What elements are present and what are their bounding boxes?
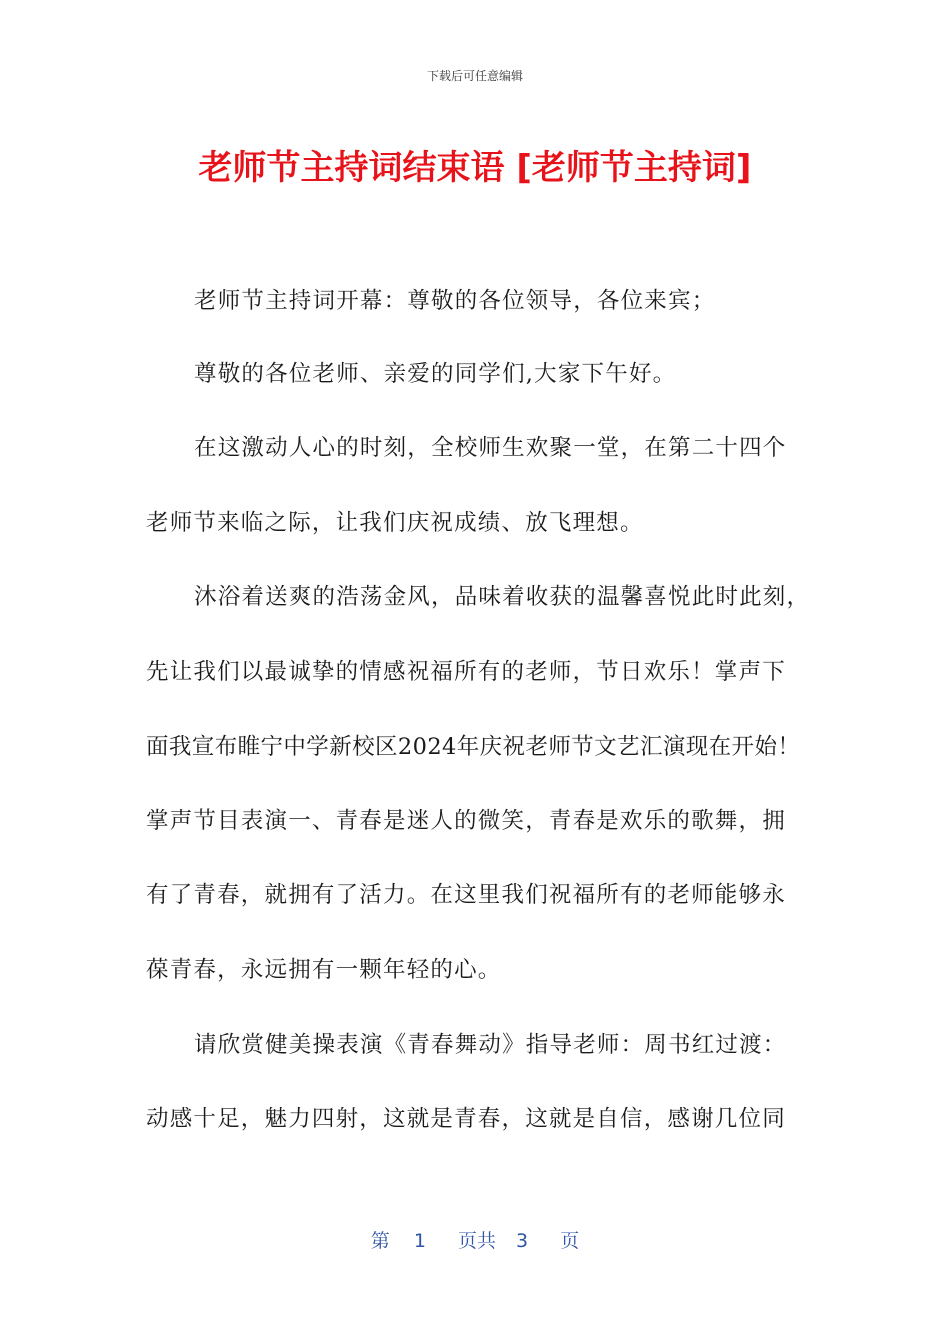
paragraph-line: 老师节主持词开幕：尊敬的各位领导，各位来宾； bbox=[194, 288, 716, 314]
paragraph-line: 动感十足，魅力四射，这就是青春，这就是自信，感谢几位同 bbox=[146, 1106, 786, 1132]
paragraph-line: 面我宣布睢宁中学新校区2024年庆祝老师节文艺汇演现在开始！ bbox=[146, 734, 801, 760]
page-label-prefix: 第 bbox=[370, 1230, 390, 1252]
page-label-middle: 页共 bbox=[457, 1230, 496, 1252]
paragraph-line: 沐浴着送爽的浩荡金风，品味着收获的温馨喜悦此时此刻， bbox=[194, 584, 811, 610]
paragraph-line: 请欣赏健美操表演《青春舞动》指导老师：周书红过渡： bbox=[194, 1032, 787, 1058]
paragraph-line: 葆青春，永远拥有一颗年轻的心。 bbox=[146, 957, 502, 983]
total-pages-number: 3 bbox=[516, 1230, 529, 1252]
page-label-suffix: 页 bbox=[560, 1230, 580, 1252]
paragraph-line: 掌声节目表演一、青春是迷人的微笑，青春是欢乐的歌舞，拥 bbox=[146, 808, 786, 834]
paragraph-line: 先让我们以最诚挚的情感祝福所有的老师，节日欢乐！掌声下 bbox=[146, 659, 786, 685]
document-title: 老师节主持词结束语 [老师节主持词] bbox=[198, 148, 752, 188]
paragraph-line: 在这激动人心的时刻，全校师生欢聚一堂，在第二十四个 bbox=[194, 435, 787, 461]
paragraph-line: 老师节来临之际，让我们庆祝成绩、放飞理想。 bbox=[146, 510, 644, 536]
paragraph-line: 有了青春，就拥有了活力。在这里我们祝福所有的老师能够永 bbox=[146, 882, 786, 908]
current-page-number: 1 bbox=[413, 1230, 426, 1252]
paragraph-line: 尊敬的各位老师、亲爱的同学们,大家下午好。 bbox=[194, 361, 677, 387]
header-note: 下载后可任意编辑 bbox=[426, 69, 523, 83]
page-footer bbox=[0, 1226, 950, 1253]
